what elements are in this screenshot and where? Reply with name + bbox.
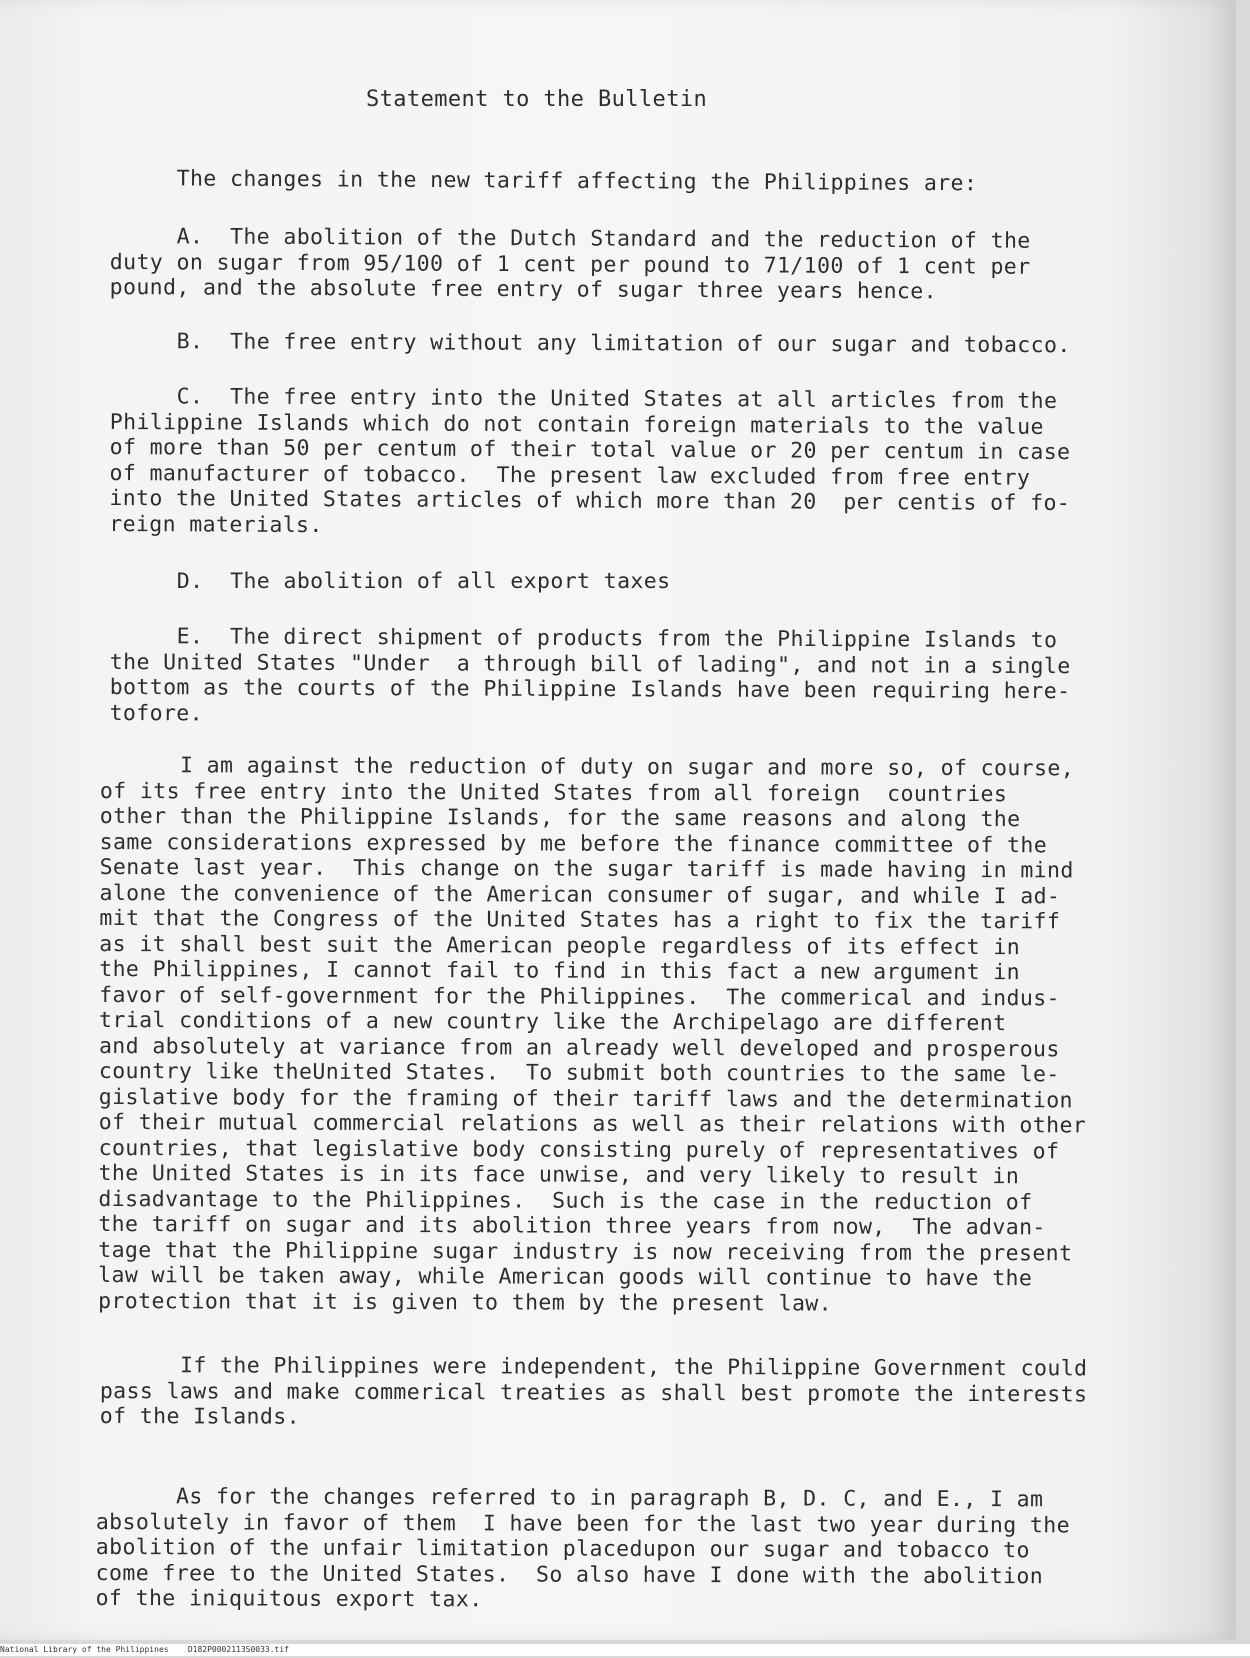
paragraph-e: E. The direct shipment of products from the Philippine Islands to the United States "Under a through bill of lading", and not in a single bottom as the courts of the Philippine Islands have been requiring here- tofore. xyxy=(109,624,1071,726)
paragraph-b: B. The free entry without any limitation of our sugar and tobacco. xyxy=(109,329,1071,359)
document-title: Statement to the Bulletin xyxy=(366,87,708,112)
paragraph-c: C. The free entry into the United States at all articles from the Philippine Islands which do not contain foreign materials to the value of more than 50 per centum of their total value or 20 per centum in case of manufacturer of tobacco. The present law excluded from free entry into the United States articles of which more than 20 per centis of fo- reign materials. xyxy=(109,384,1071,538)
paragraph-d: D. The abolition of all export taxes xyxy=(110,569,671,594)
intro-paragraph: The changes in the new tariff affecting the Philippines are: xyxy=(109,166,978,197)
body-paragraph-against-reduction: I am against the reduction of duty on sugar and more so, of course, of its free entry into the United States from all foreign countries other than the Philippine Islands, for the same reasons and along the same considerations expressed by me before the finance committee of the Senate last year. This change on the sugar tariff is made having in mind alone the convenience of the American consumer of sugar, and while I ad- mit that the Congress of the United States has a right to fix the tariff as it shall best suit the American people regardless of its effect in the Philippines, I cannot fail to find in this fact a new argument in favor of self-government for the Philippines. The commerical and indus- trial conditions of a new country like the Archipelago are different and absolutely at variance from an already well developed and prosperous country like theUnited States. To submit both countries to the same le- gislative body for the framing of their tariff laws and the determination of their mutual commercial relations as well as their relations with other countries, that legislative body consisting purely of representatives of the United States is in its face unwise, and very likely to result in disadvantage to the Philippines. Such is the case in the reduction of the tariff on sugar and its abolition three years from now, The advan- tage that the Philippine sugar industry is now receiving from the present law will be taken away, while American goods will continue to have the protection that it is given to them by the present law. xyxy=(98,753,1087,1317)
body-paragraph-independence: If the Philippines were independent, the Philippine Government could pass laws and make commerical treaties as shall best promote the interests of the Islands. xyxy=(99,1353,1088,1430)
body-paragraph-in-favor: As for the changes referred to in paragraph B, D. C, and E., I am absolutely in favor of them I have been for the last two year during the abolition of the unfair limitation placedupon our sugar and tobacco to come free to the United States. So also have I done with the abolition of the iniquitous export tax. xyxy=(95,1484,1071,1613)
paragraph-a: A. The abolition of the Dutch Standard and the reduction of the duty on sugar from 95/100 of 1 cent per pound to 71/100 of 1 cent per pound, and the absolute free entry of sugar three years hence. xyxy=(109,224,1031,305)
scan-footer: National Library of the Philippines D182P0002113S0033.tif xyxy=(0,1644,1250,1656)
